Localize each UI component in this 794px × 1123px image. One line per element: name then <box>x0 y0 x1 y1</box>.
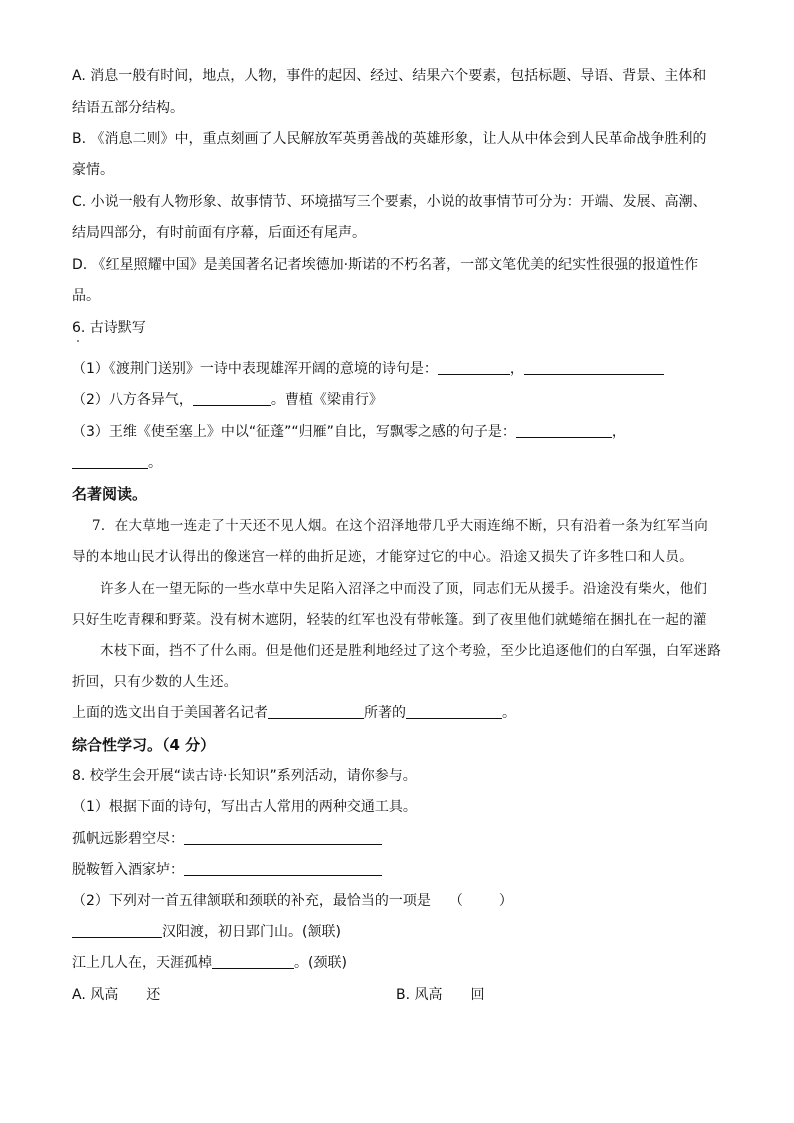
q6-sub3-end: 。 <box>148 455 162 471</box>
paren-open: （ <box>448 893 463 909</box>
option-d-line1: D. 《红星照耀中国》是美国著名记者埃德加·斯诺的不朽名著，一部文笔优美的纪实性很强的报道性作 <box>72 257 699 273</box>
answer-blank[interactable] <box>212 954 294 969</box>
paren-close: ） <box>498 893 513 909</box>
q7-question <box>72 703 516 723</box>
passage-line: 只好生吃青稞和野菜。没有树木遮阴，轻装的红军也没有带帐篷。到了夜里他们就蜷缩在捆扎在一起的灌 <box>72 612 707 628</box>
q6-sub1 <box>72 359 664 379</box>
answer-blank[interactable] <box>406 704 502 719</box>
passage-line: 许多人在一望无际的一些水草中失足陷入沼泽之中而没了顶，同志们无从援手。沿途没有柴火，他们 <box>100 581 708 597</box>
q8-sub2 <box>72 891 513 911</box>
q6-sub3-sep: ， <box>611 424 626 440</box>
option-a-line1: A. 消息一般有时间，地点，人物，事件的起因、经过、结果六个要素，包括标题、导语、背景、主体和 <box>72 68 707 84</box>
option-a-label: A. 风高 <box>72 987 119 1003</box>
q8-sub2-text: （2）下列对一首五律颔联和颈联的补充，最恰当的一项是 <box>72 893 431 909</box>
q6-sub3 <box>72 422 626 442</box>
q6-sub2-tail: 。曹植《梁甫行》 <box>270 392 383 408</box>
q8-line2-text: 脱鞍暂入酒家垆： <box>72 862 184 878</box>
option-a[interactable] <box>72 985 160 1005</box>
passage-line: 折回，只有少数的人生还。 <box>72 674 238 690</box>
q8-line-b-post: 。(颈联) <box>294 955 347 971</box>
passage-line: 木枝下面，挡不了什么雨。但是他们还是胜利地经过了这个考验，至少比追逐他们的白军强，白军迷路 <box>100 643 721 659</box>
q6-sub1-sep: ， <box>509 361 524 377</box>
answer-blank[interactable] <box>72 923 162 938</box>
q8-line-b <box>72 953 347 973</box>
answer-blank[interactable] <box>184 861 382 876</box>
option-a-line2: 结语五部分结构。 <box>72 100 184 116</box>
option-c-line1: C. 小说一般有人物形象、故事情节、环境描写三个要素，小说的故事情节可分为：开端、发展、高潮、 <box>72 194 707 210</box>
option-a-word: 还 <box>146 987 161 1003</box>
q8-sub1: （1）根据下面的诗句，写出古人常用的两种交通工具。 <box>72 799 417 815</box>
q8-line1 <box>72 829 382 849</box>
answer-blank[interactable] <box>193 391 271 406</box>
q6-sub1-text: （1）《渡荆门送别》一诗中表现雄浑开阔的意境的诗句是： <box>72 361 438 377</box>
answer-blank[interactable] <box>524 360 664 375</box>
option-b[interactable] <box>396 985 485 1005</box>
section-heading-mingzhu: 名著阅读。 <box>72 485 148 503</box>
answer-blank[interactable] <box>72 454 148 469</box>
q7-question-pre: 上面的选文出自于美国著名记者 <box>72 705 268 721</box>
q8-intro: 8. 校学生会开展“读古诗·长知识”系列活动，请你参与。 <box>72 768 417 784</box>
q8-line1-text: 孤帆远影碧空尽： <box>72 831 184 847</box>
q6-title: 6. 古诗默写 <box>72 320 146 336</box>
q8-line-a <box>72 922 341 942</box>
option-c-line2: 结局四部分，有时前面有序幕，后面还有尾声。 <box>72 225 366 241</box>
stray-dot <box>77 340 79 342</box>
answer-blank[interactable] <box>438 360 510 375</box>
option-b-word: 回 <box>470 987 485 1003</box>
option-b-line1: B. 《消息二则》中，重点刻画了人民解放军英勇善战的英雄形象，让人从中体会到人民革命战争胜利的 <box>72 131 707 147</box>
q6-sub3-text: （3）王维《使至塞上》中以“征蓬”“归雁”自比，写飘零之感的句子是： <box>72 424 516 440</box>
option-b-line2: 豪情。 <box>72 162 114 178</box>
passage-line: 7．在大草地一连走了十天还不见人烟。在这个沼泽地带几乎大雨连绵不断，只有沿着一条为红军当向 <box>92 518 709 534</box>
answer-blank[interactable] <box>516 423 612 438</box>
answer-blank[interactable] <box>184 830 382 845</box>
q6-sub3-cont <box>72 453 162 473</box>
option-d-line2: 品。 <box>72 288 100 304</box>
q8-line2 <box>72 860 382 880</box>
q6-sub2-text: （2）八方各异气， <box>72 392 193 408</box>
q6-sub2 <box>72 390 383 410</box>
q8-line-b-pre: 江上几人在，天涯孤棹 <box>72 955 212 971</box>
option-b-label: B. 风高 <box>396 987 443 1003</box>
q7-question-end: 。 <box>502 705 516 721</box>
passage-line: 导的本地山民才认得出的像迷宫一样的曲折足迹，才能穿过它的中心。沿途又损失了许多牲口和人员。 <box>72 549 693 565</box>
answer-blank[interactable] <box>268 704 364 719</box>
q7-question-mid: 所著的 <box>364 705 406 721</box>
q8-line-a-text: 汉阳渡，初日郢门山。(颔联) <box>162 924 341 940</box>
section-heading-zonghe: 综合性学习。（4 分） <box>72 736 216 754</box>
